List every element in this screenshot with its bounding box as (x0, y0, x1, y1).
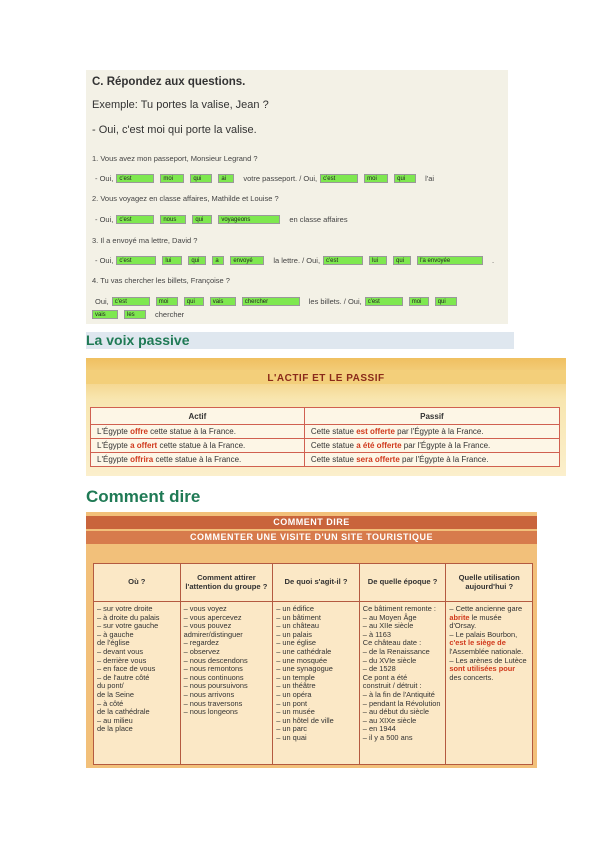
phrase-item: – derrière vous (97, 655, 147, 665)
fill-box[interactable]: l'a envoyée (417, 256, 483, 265)
phrases-table (93, 563, 533, 765)
phrase-item: – une synagogue (276, 664, 333, 674)
column-body (273, 602, 359, 746)
column-body (181, 602, 273, 720)
fill-box[interactable]: qui (192, 215, 212, 224)
usage-item: – Cette ancienne gare abrite le musée d'Orsay. (449, 604, 523, 631)
column-body (446, 602, 532, 685)
phrase-item: – devant vous (97, 646, 144, 656)
fill-box[interactable]: c'est (320, 174, 358, 183)
phrase-item: – au XIIe siècle (362, 621, 414, 631)
column-body (360, 602, 446, 746)
phrase-item: admirer/distinguer (183, 629, 243, 639)
phrase-item: – une cathédrale (276, 646, 332, 656)
caption-comment-dire: COMMENT DIRE (86, 516, 537, 529)
phrase-item: – un opéra (276, 689, 312, 699)
example-question: Exemple: Tu portes la valise, Jean ? (92, 99, 269, 111)
phrase-item: – à côté (97, 698, 124, 708)
exercise-block (86, 70, 508, 324)
phrase-item: – un théâtre (276, 681, 316, 691)
phrase-item: – nous longeons (183, 707, 238, 717)
fill-box[interactable]: vais (92, 310, 118, 319)
column-header: Comment attirer l'attention du groupe ? (181, 564, 273, 602)
comment-dire-heading: Comment dire (86, 487, 201, 506)
usage-item: – Les arènes de Lutèce sont utilisées pour des concerts. (449, 655, 527, 682)
fill-box[interactable]: c'est (116, 256, 156, 265)
phrase-item: – un édifice (276, 604, 314, 613)
column-ou (94, 564, 181, 764)
phrase-item: – sur votre gauche (97, 621, 159, 631)
fill-box[interactable]: voyageons (218, 215, 280, 224)
column-de-quoi (273, 564, 360, 764)
phrase-item: – en face de vous (97, 664, 156, 674)
example-answer: - Oui, c'est moi qui porte la valise. (92, 124, 257, 136)
fill-box[interactable]: moi (160, 174, 184, 183)
column-attirer (181, 564, 274, 764)
phrase-item: – nous remontons (183, 664, 243, 674)
phrase-item: – un musée (276, 707, 315, 717)
phrase-item: de la Seine (97, 689, 134, 699)
phrase-item: construit / détruit : (362, 681, 422, 691)
phrase-item: de l'église (97, 638, 130, 648)
fill-box[interactable]: c'est (116, 174, 154, 183)
phrase-item: – un quai (276, 732, 307, 742)
phrase-item: – du XVIe siècle (362, 655, 417, 665)
exercise-title: C. Répondez aux questions. (92, 76, 246, 88)
fill-box[interactable]: ai (218, 174, 234, 183)
phrase-item: – un château (276, 621, 319, 631)
phrase-item: – un palais (276, 629, 312, 639)
phrase-item: – un pont (276, 698, 308, 708)
fill-box[interactable]: lui (369, 256, 387, 265)
phrase-item: Ce château date : (362, 638, 422, 648)
phrase-item: – au XIXe siècle (362, 715, 417, 725)
phrase-item: – nous poursuivons (183, 681, 248, 691)
question-2: 2. Vous voyagez en classe affaires, Mathilde et Louise ? (92, 194, 279, 203)
fill-box[interactable]: c'est (112, 297, 150, 306)
phrase-item: – une église (276, 638, 317, 648)
column-header: De quoi s'agit-il ? (273, 564, 359, 602)
fill-box[interactable]: moi (156, 297, 178, 306)
phrase-item: – à la fin de l'Antiquité (362, 689, 435, 699)
fill-box[interactable]: c'est (323, 256, 363, 265)
answer-row-4b: vais les chercher (92, 310, 187, 319)
phrase-item: de la cathédrale (97, 707, 150, 717)
phrase-item: – de l'autre côté (97, 672, 150, 682)
fill-box[interactable]: qui (393, 256, 411, 265)
phrase-item: – au milieu (97, 715, 133, 725)
column-header: De quelle époque ? (360, 564, 446, 602)
phrase-item: Ce bâtiment remonte : (362, 604, 436, 613)
caption-subtitle: COMMENTER UNE VISITE D'UN SITE TOURISTIQUE (86, 531, 537, 544)
column-utilisation (446, 564, 532, 764)
question-4: 4. Tu vas chercher les billets, Françoise ? (92, 276, 230, 285)
fill-box[interactable]: moi (364, 174, 388, 183)
phrase-item: Ce pont a été (362, 672, 408, 682)
column-header: Quelle utilisation aujourd'hui ? (446, 564, 532, 602)
phrase-item: – nous descendons (183, 655, 248, 665)
answer-row-3: - Oui, c'est lui qui a envoyé la lettre. / Oui, c'est lui qui l'a envoyée . (95, 256, 495, 265)
phrase-item: – à 1163 (362, 629, 392, 639)
phrase-item: – il y a 500 ans (362, 732, 413, 742)
phrase-item: – sur votre droite (97, 604, 153, 613)
table-row: L'Égypte a offert cette statue à la France. Cette statue a été offerte par l'Égypte à la France. (91, 439, 560, 453)
fill-box[interactable]: c'est (116, 215, 154, 224)
fill-box[interactable]: vais (210, 297, 236, 306)
phrase-item: – une mosquée (276, 655, 328, 665)
column-header: Où ? (94, 564, 180, 602)
phrase-item: – nous continuons (183, 672, 244, 682)
fill-box[interactable]: nous (160, 215, 186, 224)
phrase-item: – de la Renaissance (362, 646, 430, 656)
phrase-item: – vous pouvez (183, 621, 232, 631)
answer-row-4: Oui, c'est moi qui vais chercher les billets. / Oui, c'est moi qui (92, 297, 463, 306)
phrase-item: – un parc (276, 724, 308, 734)
actif-passif-panel (86, 358, 566, 476)
phrase-item: – observez (183, 646, 220, 656)
phrase-item: – nous arrivons (183, 689, 235, 699)
fill-box[interactable]: chercher (242, 297, 300, 306)
fill-box[interactable]: qui (435, 297, 457, 306)
fill-box[interactable]: qui (394, 174, 416, 183)
phrase-item: – de 1528 (362, 664, 396, 674)
answer-row-1: - Oui, c'est moi qui ai votre passeport. / Oui, c'est moi qui l'ai (95, 174, 435, 183)
phrase-item: – à gauche (97, 629, 134, 639)
phrase-item: – vous voyez (183, 604, 227, 613)
fill-box[interactable]: moi (409, 297, 429, 306)
column-epoque (360, 564, 447, 764)
fill-box[interactable]: qui (184, 297, 204, 306)
phrase-item: – au Moyen Âge (362, 612, 417, 622)
fill-box[interactable]: a (212, 256, 224, 265)
phrase-item: – à droite du palais (97, 612, 160, 622)
usage-item: – Le palais Bourbon, c'est le siège de l'Assemblée nationale. (449, 629, 524, 656)
table-row: L'Égypte offrira cette statue à la France. Cette statue sera offerte par l'Égypte à la France. (91, 453, 560, 467)
phrase-item: – un bâtiment (276, 612, 321, 622)
column-header-passif: Passif (304, 408, 559, 425)
fill-box[interactable]: les (124, 310, 146, 319)
table-row: L'Égypte offre cette statue à la France. Cette statue est offerte par l'Égypte à la France. (91, 425, 560, 439)
question-3: 3. Il a envoyé ma lettre, David ? (92, 236, 198, 245)
question-1: 1. Vous avez mon passeport, Monsieur Legrand ? (92, 154, 258, 163)
actif-passif-table (90, 407, 560, 467)
phrase-item: du pont/ (97, 681, 124, 691)
column-body (94, 602, 180, 737)
phrase-item: – un hôtel de ville (276, 715, 334, 725)
phrase-item: – regardez (183, 638, 219, 648)
column-header-actif: Actif (91, 408, 305, 425)
fill-box[interactable]: qui (190, 174, 212, 183)
fill-box[interactable]: qui (188, 256, 206, 265)
comment-dire-panel (86, 512, 537, 768)
actif-passif-title: L'ACTIF ET LE PASSIF (267, 373, 385, 384)
phrase-item: – un temple (276, 672, 315, 682)
phrase-item: – au début du siècle (362, 707, 429, 717)
phrase-item: – pendant la Révolution (362, 698, 441, 708)
answer-row-2: - Oui, c'est nous qui voyageons en classe affaires (95, 215, 348, 224)
phrase-item: – nous traversons (183, 698, 243, 708)
fill-box[interactable]: c'est (365, 297, 403, 306)
phrase-item: de la place (97, 724, 133, 734)
voix-passive-heading: La voix passive (86, 332, 514, 349)
fill-box[interactable]: envoyé (230, 256, 264, 265)
phrase-item: – en 1944 (362, 724, 396, 734)
fill-box[interactable]: lui (162, 256, 182, 265)
phrase-item: – vous apercevez (183, 612, 242, 622)
